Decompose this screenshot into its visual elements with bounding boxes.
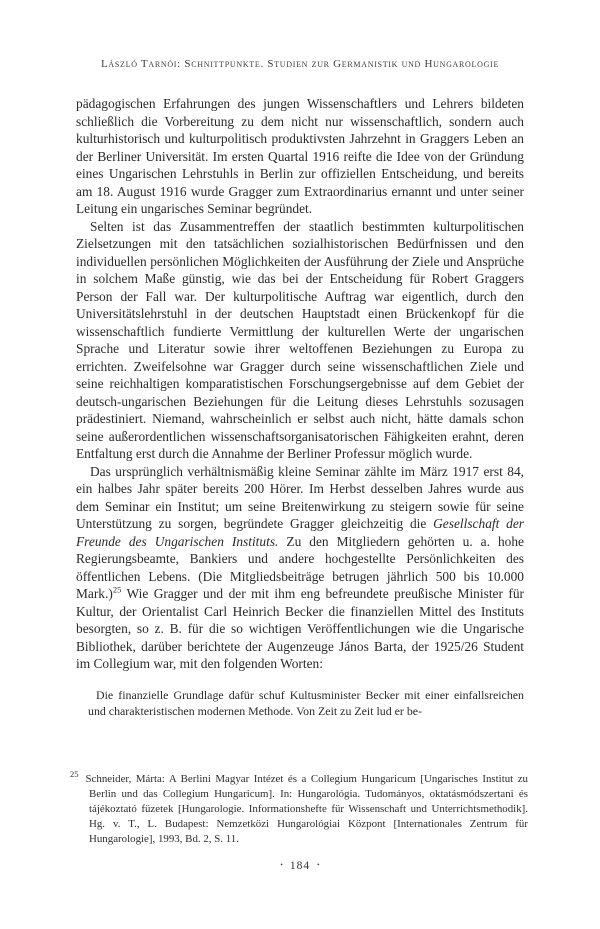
page-number-value: 184	[289, 860, 311, 872]
footnote	[70, 769, 528, 847]
paragraph: Selten ist das Zusammentreffen der staatlich bestimmten kulturpolitischen Zielsetzungen mit den tatsächlichen sozialhistorischen Bedürfnissen und den individuellen persönlichen Möglichkeiten der Ausführung der Ziele und Ansprüche in solchem Maße günstig, wie das bei der Entscheidung für Robert Graggers Person der Fall war. Der kulturpolitische Auftrag war eigentlich, durch den Universitätslehrstuhl in der deutschen Hauptstadt einen Brückenkopf für die wissenschaftlich fundierte Vermittlung der kulturellen Werte der ungarischen Sprache und Literatur sowie ihrer weltoffenen Beziehungen zu Europa zu errichten. Zweifelsohne war Gragger durch seine wissenschaftlichen Ziele und seine reichhaltigen komparatistischen Forschungsergebnisse auf dem Gebiet der deutsch-ungarischen Beziehungen für die Leitung dieses Lehrstuhls sozusagen prädestiniert. Niemand, wahrscheinlich er selbst auch nicht, hätte damals schon seine außerordentlichen wissenschaftsorganisatorischen Fähigkeiten erahnt, deren Entfaltung erst durch die Annahme der Berliner Professur möglich wurde.	[76, 218, 524, 461]
page-number-left-ornament: •	[280, 861, 283, 869]
paragraph: pädagogischen Erfahrungen des jungen Wissenschaftlers und Lehrers bildeten schließlich die Vorbereitung zu dem nicht nur wissenschaftlich, sondern auch kulturhistorisch und kulturpolitisch produktivsten Jahrzehnt in Graggers Leben an der Berliner Universität. Im ersten Quartal 1916 reifte die Idee von der Gründung eines Ungarischen Lehrstuhls in Berlin zur offiziellen Entscheidung, und bereits am 18. August 1916 wurde Gragger zum Extraordinarius ernannt und unter seiner Leitung ein ungarisches Seminar begründet.	[76, 96, 524, 216]
footnote-text: Schneider, Márta: A Berlini Magyar Intézet és a Collegium Hungaricum [Ungarisches Institut zu Berlin und das Collegium Hungaricum]. In: Hungarológia. Tudományos, oktatásmódszertani és tájékoztató füzetek [Hungarologie. Informationshefte für Wissenschaft und Unterrichtsmethodik]. Hg. v. T., L. Budapest: Nemzetközi Hungarológiai Központ [Internationales Zentrum für Hungarologie], 1993, Bd. 2, S. 11.	[85, 773, 528, 845]
page-number-right-ornament: •	[317, 861, 320, 869]
block-quote: Die finanzielle Grundlage dafür schuf Kultusminister Becker mit einer einfallsreichen und charakteristischen modernen Methode. Von Zeit zu Zeit lud er be-	[88, 687, 524, 718]
running-head: László Tarnói: Schnittpunkte. Studien zur Germanistik und Hungarologie	[100, 58, 500, 70]
page-number	[0, 860, 600, 872]
paragraph: Das ursprünglich verhältnismäßig kleine Seminar zählte im März 1917 erst 84, ein halbes Jahr später bereits 200 Hörer. Im Herbst desselben Jahres wurde aus dem Seminar ein Institut; um seine Breitenwirkung zu steigern sowie für seine Unterstützung zu sorgen, begründete Gragger gleichzeitig die Gesellschaft der Freunde des Ungarischen Instituts. Zu den Mitgliedern gehörten u. a. hohe Regierungsbeamte, Bankiers und andere hochgestellte Persönlichkeiten des öffentlichen Lebens. (Die Mitgliedsbeiträge betrugen jährlich 500 bis 10.000 Mark.)$^{25}$ Wie Gragger und der mit ihm eng befreundete preußische Minister für Kultur, der Orientalist Carl Heinrich Becker die finanziellen Mittel des Instituts besorgten, so z. B. für die so wichtigen Veröffentlichungen wie die Ungarische Bibliothek, darüber berichtete der Augenzeuge János Barta, der 1925/26 Student im Collegium war, mit den folgenden Worten:	[76, 463, 525, 671]
body-text	[76, 95, 524, 673]
footnote-marker: 25	[70, 769, 79, 780]
